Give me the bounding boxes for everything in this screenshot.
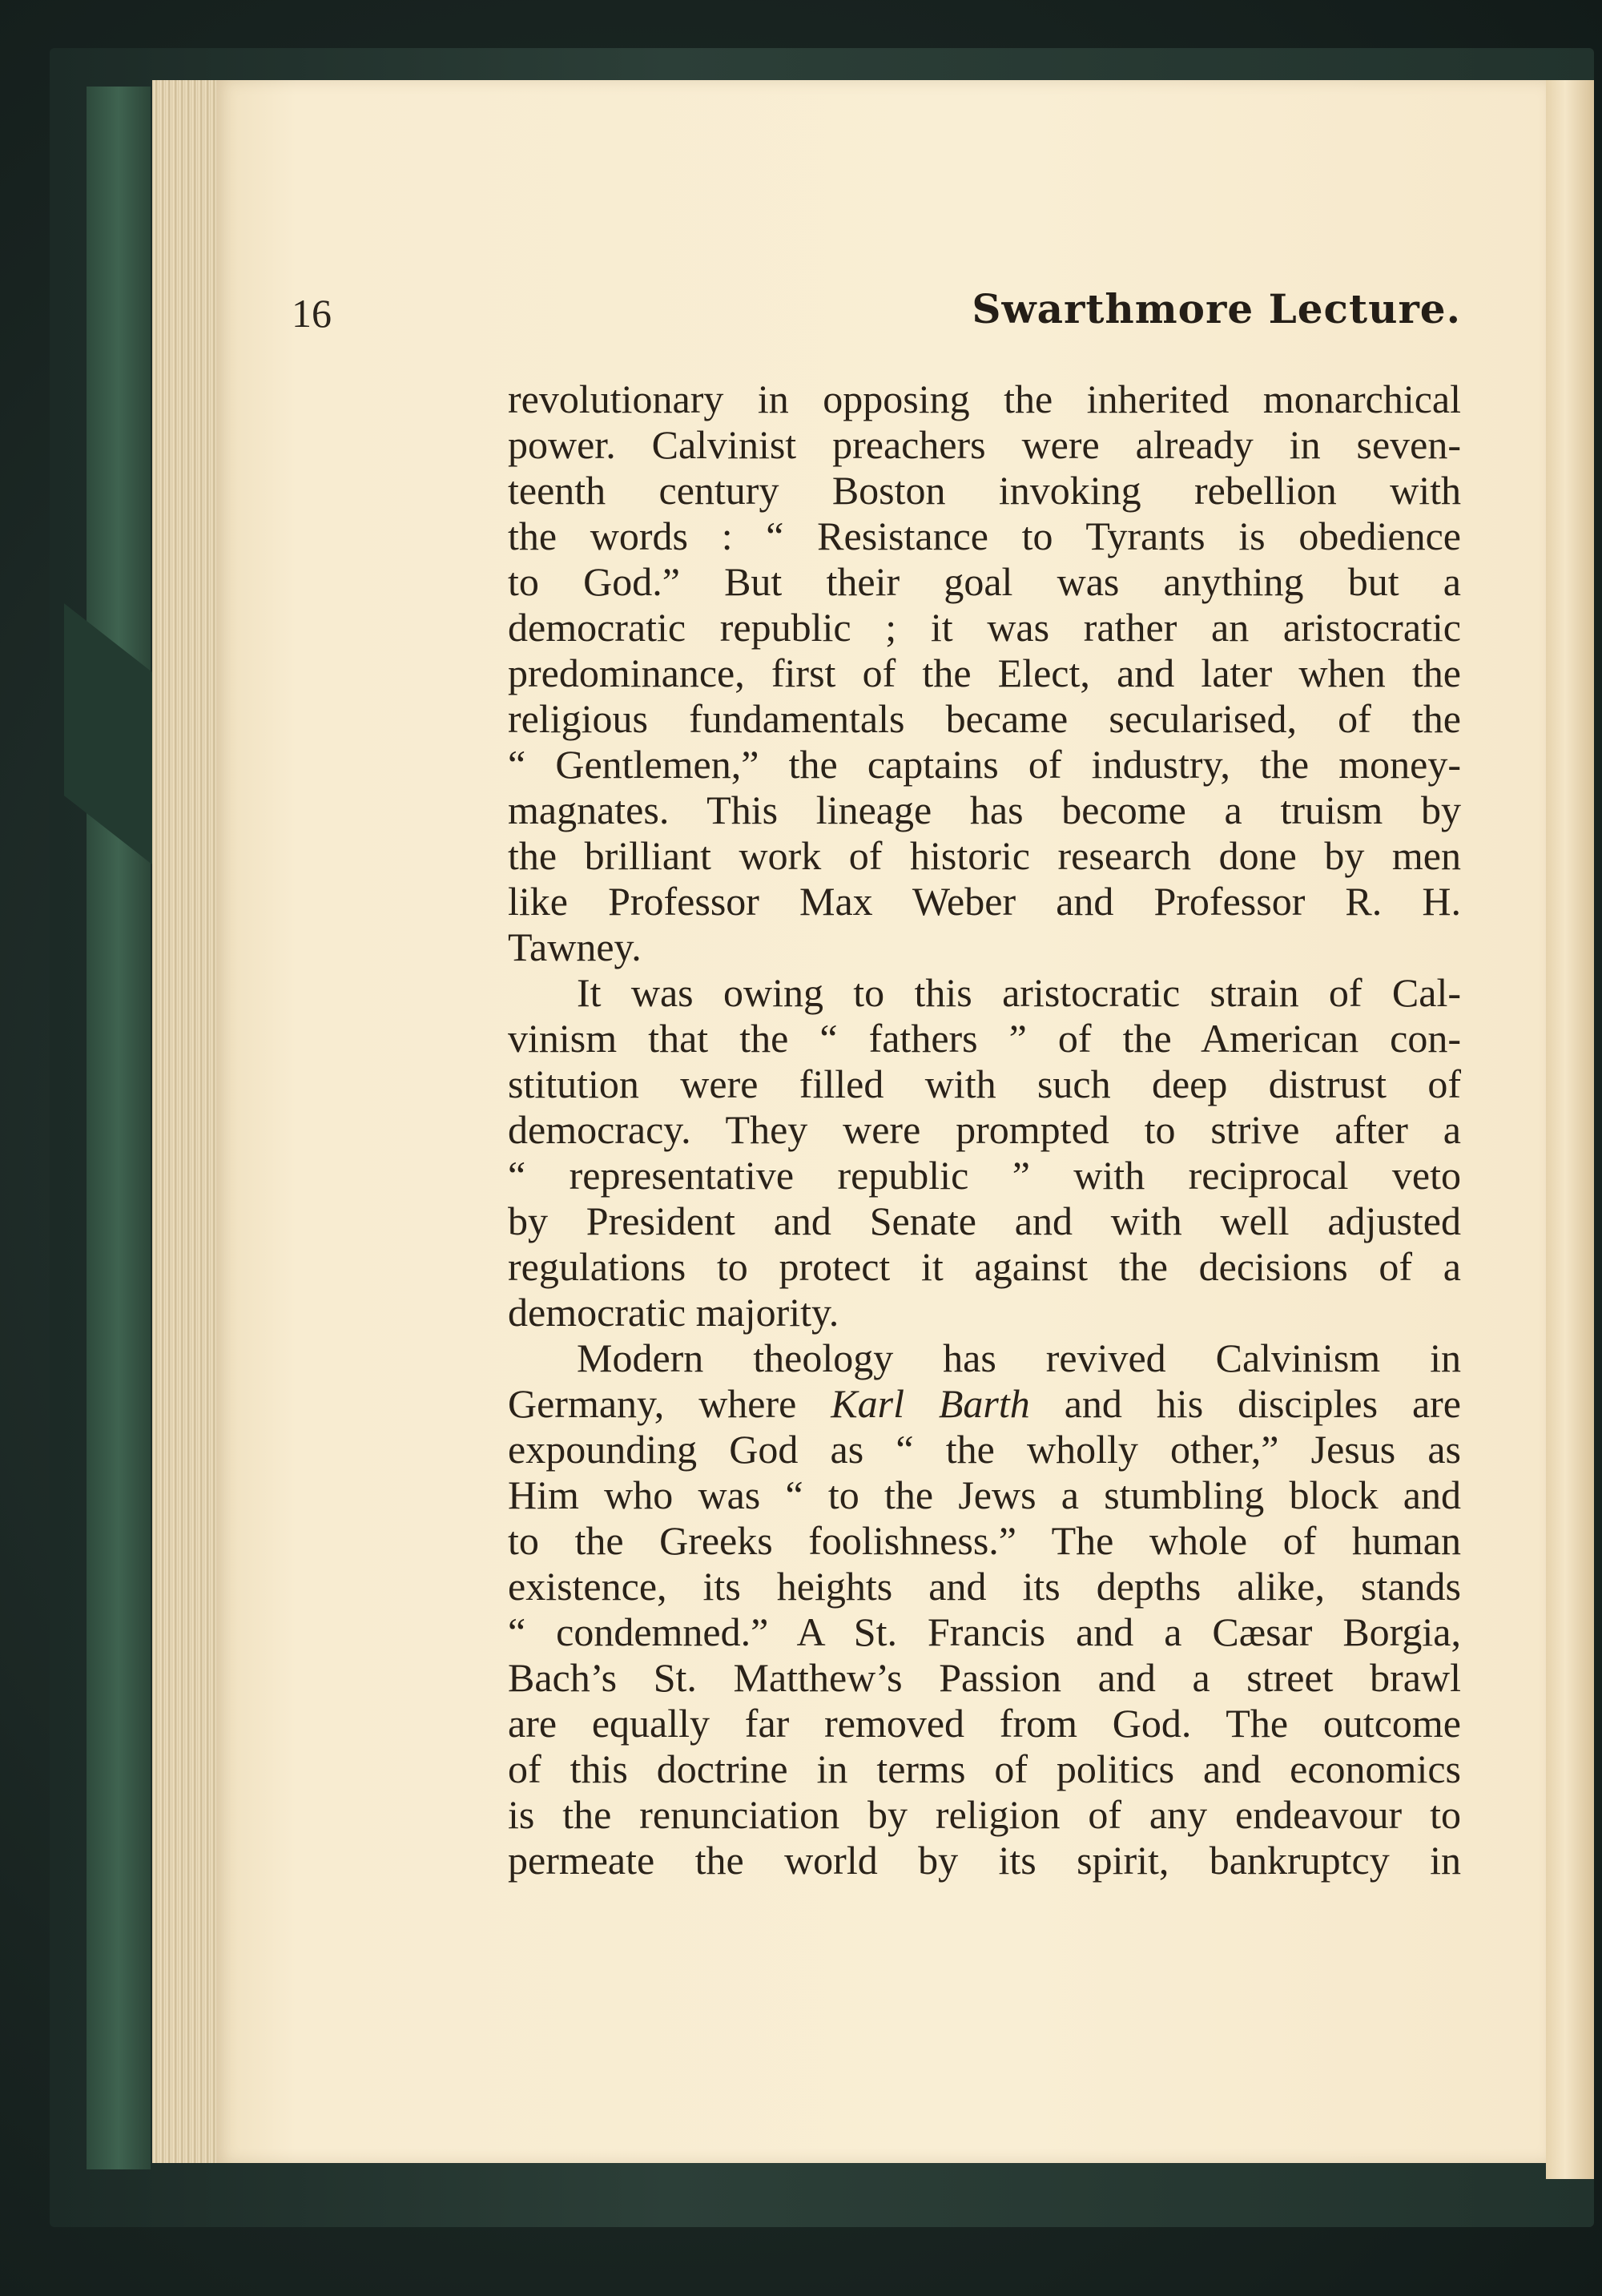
running-title: Swarthmore Lecture. <box>972 285 1461 332</box>
text-line: revolutionary in opposing the inherited monarchical <box>508 377 1461 421</box>
text-line: Tawney. <box>508 924 642 969</box>
page-header <box>292 285 1461 349</box>
text-line: is the renunciation by religion of any endeavour to <box>508 1792 1461 1837</box>
text-line-with-italic: Germany, where Karl Barth and his disciples are <box>508 1381 1461 1426</box>
text-line: of this doctrine in terms of politics and economics <box>508 1746 1461 1791</box>
text-line: Modern theology has revived Calvinism in <box>577 1335 1461 1380</box>
text-line: permeate the world by its spirit, bankruptcy in <box>508 1838 1461 1883</box>
page-edge-right <box>1546 80 1594 2179</box>
text-line: Him who was “ to the Jews a stumbling block and <box>508 1472 1461 1517</box>
text-line: “ Gentlemen,” the captains of industry, the money- <box>508 742 1461 787</box>
spine-cloth <box>87 87 151 2169</box>
text-line: democratic majority. <box>508 1290 839 1335</box>
text-line: magnates. This lineage has become a truism by <box>508 787 1461 832</box>
text-line: by President and Senate and with well adjusted <box>508 1198 1461 1243</box>
text-line: predominance, first of the Elect, and later when the <box>508 651 1461 695</box>
text-line: are equally far removed from God. The outcome <box>508 1701 1461 1746</box>
text-line: regulations to protect it against the decisions of a <box>508 1244 1461 1289</box>
text-line: Bach’s St. Matthew’s Passion and a street brawl <box>508 1655 1461 1700</box>
text-line: religious fundamentals became secularised, of the <box>508 696 1461 741</box>
text-line: democratic republic ; it was rather an aristocratic <box>508 605 1461 650</box>
text-line: like Professor Max Weber and Professor R. H. <box>508 879 1461 924</box>
text-line: democracy. They were prompted to strive after a <box>508 1107 1461 1152</box>
text-line: to God.” But their goal was anything but a <box>508 559 1461 604</box>
text-line: It was owing to this aristocratic strain of Cal- <box>577 970 1461 1015</box>
text-line: “ representative republic ” with reciprocal veto <box>508 1153 1461 1198</box>
text-line: “ condemned.” A St. Francis and a Cæsar Borgia, <box>508 1609 1461 1654</box>
text-line: the brilliant work of historic research done by men <box>508 833 1461 878</box>
text-line: to the Greeks foolishness.” The whole of human <box>508 1518 1461 1563</box>
text-line: vinism that the “ fathers ” of the American con- <box>508 1016 1461 1061</box>
page-body-text <box>508 377 1461 1883</box>
text-line: expounding God as “ the wholly other,” Jesus as <box>508 1427 1461 1472</box>
italic-name: Karl Barth <box>831 1381 1030 1426</box>
text-line: stitution were filled with such deep distrust of <box>508 1061 1461 1106</box>
text-line: power. Calvinist preachers were already in seven- <box>508 422 1461 467</box>
page-number: 16 <box>292 291 332 336</box>
text-line: teenth century Boston invoking rebellion with <box>508 468 1461 513</box>
text-line: existence, its heights and its depths alike, stands <box>508 1564 1461 1609</box>
page-edges <box>152 80 224 2163</box>
text-line: the words : “ Resistance to Tyrants is obedience <box>508 514 1461 558</box>
